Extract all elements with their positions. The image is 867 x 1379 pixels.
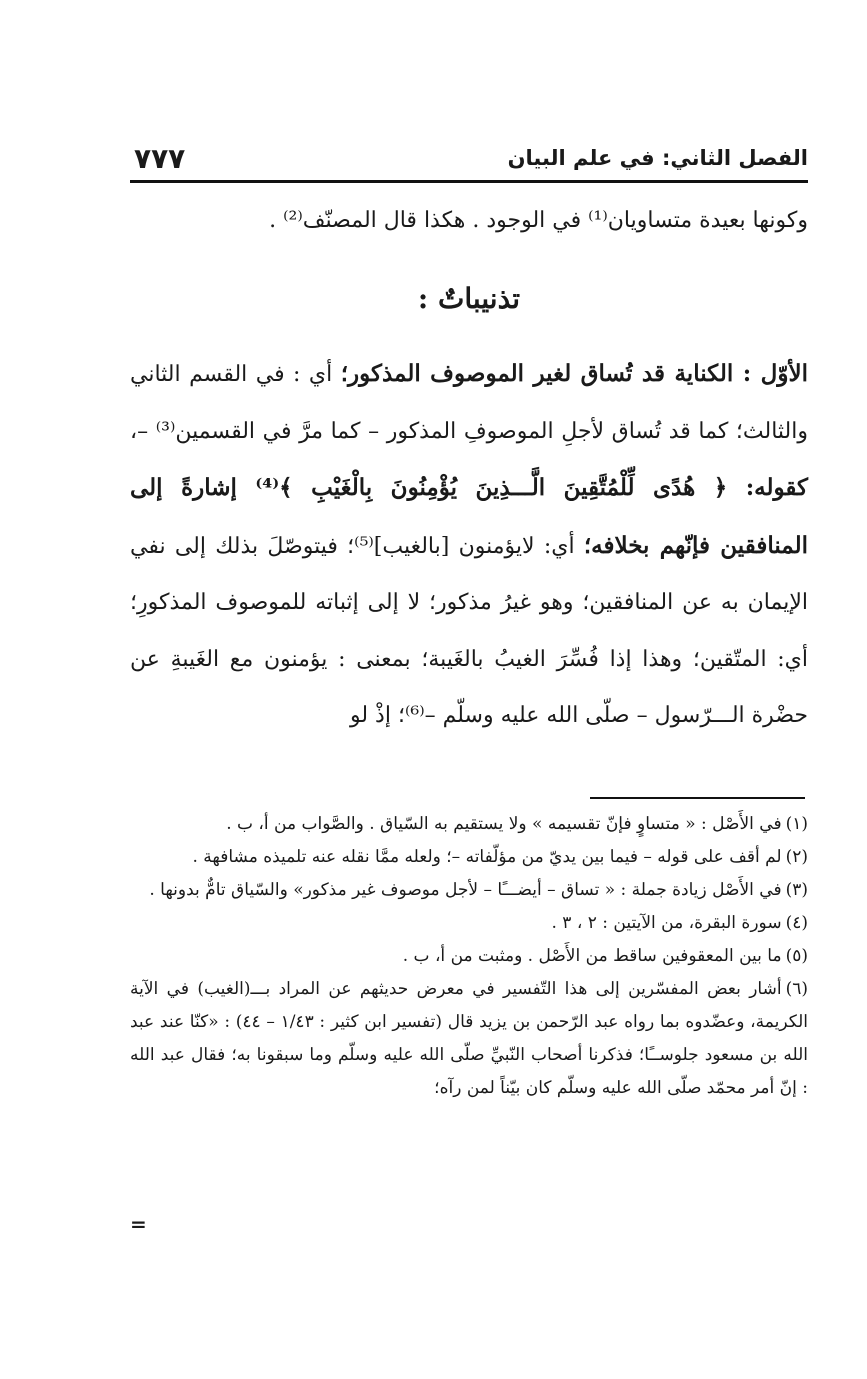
footnote [130,874,808,907]
footnote [130,841,808,874]
body-paragraph [130,346,808,745]
footnote-number: (٣) [785,880,808,900]
footnote-number: (٦) [785,979,808,999]
footnote [130,973,808,1105]
footnote-text: في الأَصْل : « متساوٍ فإنّ تقسيمه » ولا يستقيم به السّياق . والصَّواب من أ، ب . [226,814,782,834]
footnote-number: (٤) [785,913,808,933]
footnote-text: لم أقف على قوله – فيما بين يديّ من مؤلّفاته –؛ ولعله ممَّا نقله عنه تلميذه مشافهة . [192,847,782,867]
running-header [130,140,808,183]
continuation-mark: = [130,1212,147,1236]
footnote-text: ما بين المعقوفين ساقط من الأَصْل . ومثبت من أ، ب . [402,946,782,966]
intro-line: وكونها بعيدة متساويان⁽¹⁾ في الوجود . هكذا قال المصنّف⁽²⁾ . [269,208,808,233]
footnotes [130,808,808,1105]
chapter-title: الفصل الثاني: في علم البيان [507,146,808,170]
footnote-text: أشار بعض المفسّرين إلى هذا التّفسير في معرض حديثهم عن المراد بـــ(الغيب) في الآية الكريمة، وعضّدوه بما رواه عبد الرّحمن بن يزيد قال (تفسير ابن كثير : ١/٤٣ – ٤٤) : «كنّا عند عبد الله بن مسعود جلوســًا؛ فذكرنا أصحاب النّبيِّ صلّى الله عليه وسلّم وما سبقونا به؛ فقال عبد الله : إنّ أمر محمّد صلّى الله عليه وسلّم كان بيّناً لمن رآه؛ [130,979,808,1098]
footnote-number: (١) [785,814,808,834]
footnote-text: سورة البقرة، من الآيتين : ٢ ، ٣ . [551,913,782,933]
footnote [130,808,808,841]
footnote-number: (٥) [785,946,808,966]
footnote [130,907,808,940]
footnote-number: (٢) [785,847,808,867]
footnote-divider [590,797,805,799]
body-text-1: أي : في القسم الثاني والثالث؛ كما قد تُساق لأجلِ الموصوفِ المذكور – كما مرَّ في القسمين⁽³⁾ –، [130,362,808,444]
quran-quote: كقوله: ﴿ هُدًى لِّلْمُتَّقِينَ الَّـــذِينَ يُؤْمِنُونَ بِالْغَيْبِ ﴾⁽⁴⁾ [255,474,808,501]
footnote-text: في الأَصْل زيادة جملة : « تساق – أيضـــًا – لأجل موصوف غير مذكور» والسّياق تامٌّ بدونها . [149,880,782,900]
page-number: ٧٧٧ [134,142,186,175]
footnote [130,940,808,973]
section-heading: تذنيباتٌ : [417,282,521,315]
body-bold-2: إشارةً إلى المنافقين فإنّهم بخلافه؛ [130,474,808,559]
body-text-2: أي: لايؤمنون [بالغيب]⁽⁵⁾؛ فيتوصّلَ بذلك إلى نفي الإيمان به عن المنافقين؛ وهو غيرُ مذكور؛ لا إلى إثباته للموصوف المذكورِ؛ أي: المتّقين؛ وهذا إذا فُسِّرَ الغيبُ بالغَيبة؛ بمعنى : يؤمنون مع الغَيبةِ عن حضْرة الـــرّسول – صلّى الله عليه وسلّم –⁽⁶⁾؛ إذْ لو [130,533,808,728]
body-bold-lead: الأوّل : الكناية قد تُساق لغير الموصوف المذكور؛ [340,360,808,387]
